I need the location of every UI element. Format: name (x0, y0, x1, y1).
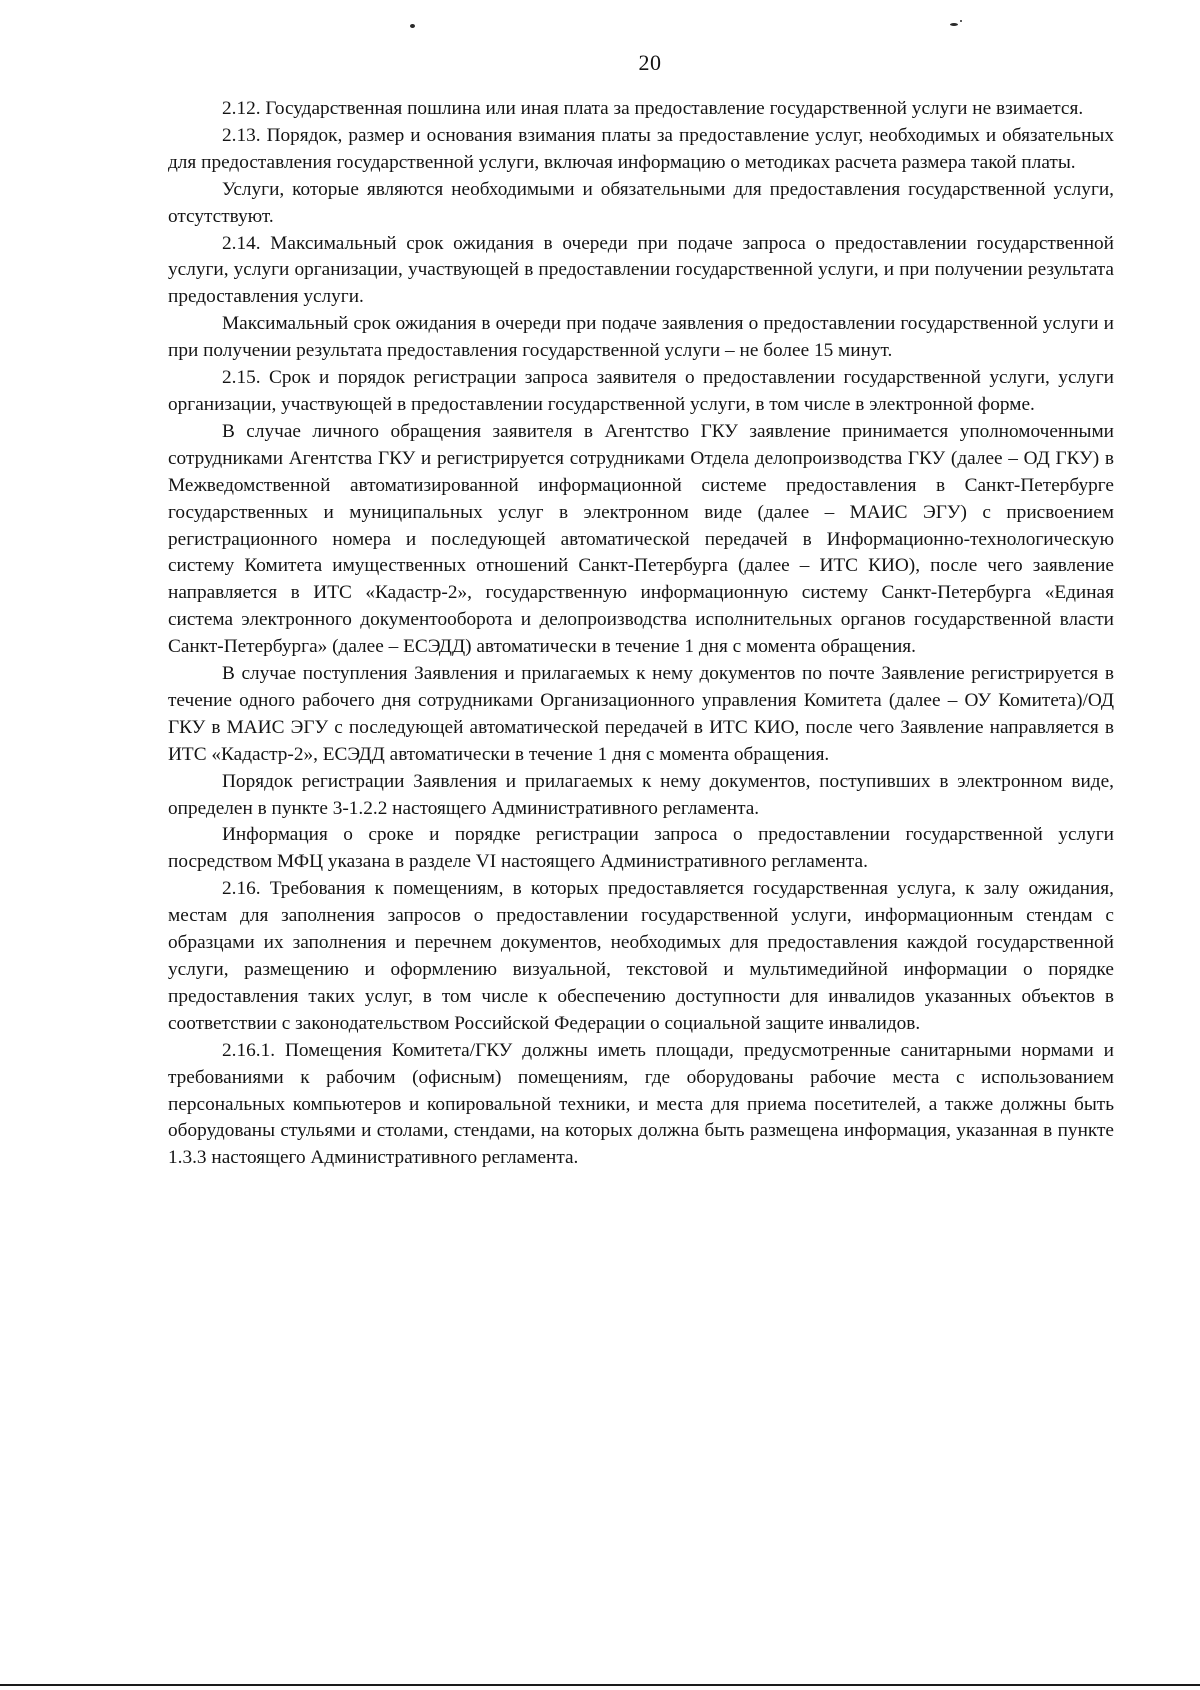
paragraph-2-15-electronic: Порядок регистрации Заявления и прилагаемых к нему документов, поступивших в электронном виде, определен в пункте 3-1.2.2 настоящего Административного регламента. (168, 770, 1114, 819)
paragraph-2-13: 2.13. Порядок, размер и основания взимания платы за предоставление услуг, необходимых и обязательных для предоставления государственной услуги, включая информацию о методиках расчета размера такой платы. (168, 124, 1114, 173)
scan-speck (960, 20, 962, 22)
paragraph-2-15: 2.15. Срок и порядок регистрации запроса заявителя о предоставлении государственной услуги, услуги организации, участвующей в предоставлении государственной услуги, в том числе в электронной форме. (168, 367, 1114, 415)
paragraph-2-16-1: 2.16.1. Помещения Комитета/ГКУ должны иметь площади, предусмотренные санитарными нормами и требованиями к рабочим (офисным) помещениям, где оборудованы рабочие места с использованием персональных компьютеров и копировальной техники, и места для приема посетителей, а также должны быть оборудованы стульями и столами, стендами, на которых должна быть размещена информация, указанная в пункте 1.3.3 настоящего Административного регламента. (168, 1039, 1114, 1169)
paragraph-2-14: 2.14. Максимальный срок ожидания в очереди при подаче запроса о предоставлении государственной услуги, услуги организации, участвующей в предоставлении государственной услуги, и при получении результата предоставления услуги. (168, 232, 1114, 308)
page-bottom-edge (0, 1684, 1200, 1686)
paragraph-2-15-mail: В случае поступления Заявления и прилагаемых к нему документов по почте Заявление регистрируется в течение одного рабочего дня сотрудниками Организационного управления Комитета (далее – ОУ Комитета)/ОД ГКУ в МАИС ЭГУ с последующей автоматической передачей в ИТС КИО, после чего Заявление направляется в ИТС «Кадастр-2», ЕСЭДД автоматически в течение 1 дня с момента обращения. (168, 663, 1114, 765)
paragraph-2-15-personal-visit: В случае личного обращения заявителя в Агентство ГКУ заявление принимается уполномоченными сотрудниками Агентства ГКУ и регистрируется сотрудниками Отдела делопроизводства ГКУ (далее – ОД ГКУ) в Межведомственной автоматизированной информационной системе предоставления в Санкт-Петербурге государственных и муниципальных услуг в электронном виде (далее – МАИС ЭГУ) с присвоением регистрационного номера и последующей автоматической передачей в Информационно-технологическую систему Комитета имущественных отношений Санкт-Петербурга (далее – ИТС КИО), после чего заявление направляется в ИТС «Кадастр-2», государственную информационную систему Санкт-Петербурга «Единая система электронного документооборота и делопроизводства исполнительных органов государственной власти Санкт-Петербурга» (далее – ЕСЭДД) автоматически в течение 1 дня с момента обращения. (168, 420, 1114, 658)
scan-speck (410, 24, 415, 28)
page-number: 20 (638, 50, 662, 75)
paragraph-2-15-mfc: Информация о сроке и порядке регистрации запроса о предоставлении государственной услуги посредством МФЦ указана в разделе VI настоящего Административного регламента. (168, 824, 1114, 873)
paragraph-2-16: 2.16. Требования к помещениям, в которых предоставляется государственная услуга, к залу ожидания, местам для заполнения запросов о предоставлении государственной услуги, информационным стендам с образцами их заполнения и перечнем документов, необходимых для предоставления каждой государственной услуги, размещению и оформлению визуальной, текстовой и мультимедийной информации о порядке предоставления таких услуг, в том числе к обеспечению доступности для инвалидов указанных объектов в соответствии с законодательством Российской Федерации о социальной защите инвалидов. (168, 878, 1114, 1034)
scan-speck (950, 23, 958, 26)
document-body (168, 96, 1114, 1172)
paragraph-2-12: 2.12. Государственная пошлина или иная плата за предоставление государственной услуги не взимается. (222, 98, 1084, 119)
paragraph-2-13-services: Услуги, которые являются необходимыми и обязательными для предоставления государственной услуги, отсутствуют. (168, 178, 1114, 227)
paragraph-2-14-waiting-time: Максимальный срок ожидания в очереди при подаче заявления о предоставлении государственной услуги и при получении результата предоставления государственной услуги – не более 15 минут. (168, 313, 1114, 362)
